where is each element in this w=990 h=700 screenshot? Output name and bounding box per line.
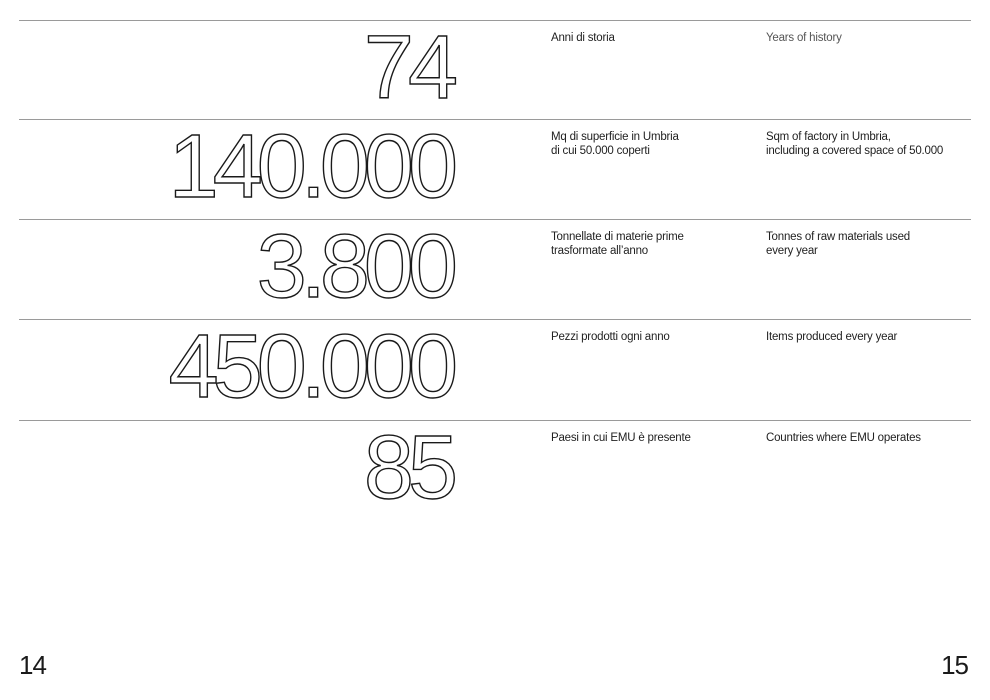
stat-label-english: Sqm of factory in Umbria, including a covered space of 50.000	[766, 131, 944, 157]
page-number-left: 14	[19, 650, 46, 680]
stat-label-italian: Tonnellate di materie prime trasformate all’anno	[551, 231, 684, 257]
stat-number: 74	[363, 18, 452, 118]
stat-number: 3.800	[256, 217, 452, 317]
stat-row-items	[19, 319, 971, 420]
stat-label-english: Items produced every year	[766, 331, 898, 343]
stat-row-surface	[19, 119, 971, 220]
stat-label-italian: Paesi in cui EMU è presente	[551, 432, 691, 444]
stat-number: 140.000	[168, 117, 452, 217]
stat-number: 85	[363, 418, 452, 518]
stat-label-italian: Mq di superficie in Umbria di cui 50.000 coperti	[551, 131, 679, 157]
stat-row-countries	[19, 420, 971, 521]
stat-label-italian: Anni di storia	[551, 32, 615, 44]
stat-label-english: Tonnes of raw materials used every year	[766, 231, 910, 257]
stat-number: 450.000	[168, 317, 452, 417]
stat-label-english: Years of history	[766, 32, 842, 44]
stat-label-english: Countries where EMU operates	[766, 432, 921, 444]
stat-row-raw-materials	[19, 219, 971, 320]
stat-label-italian: Pezzi prodotti ogni anno	[551, 331, 670, 343]
page-number-right: 15	[941, 650, 968, 680]
stat-row-years	[19, 20, 971, 121]
